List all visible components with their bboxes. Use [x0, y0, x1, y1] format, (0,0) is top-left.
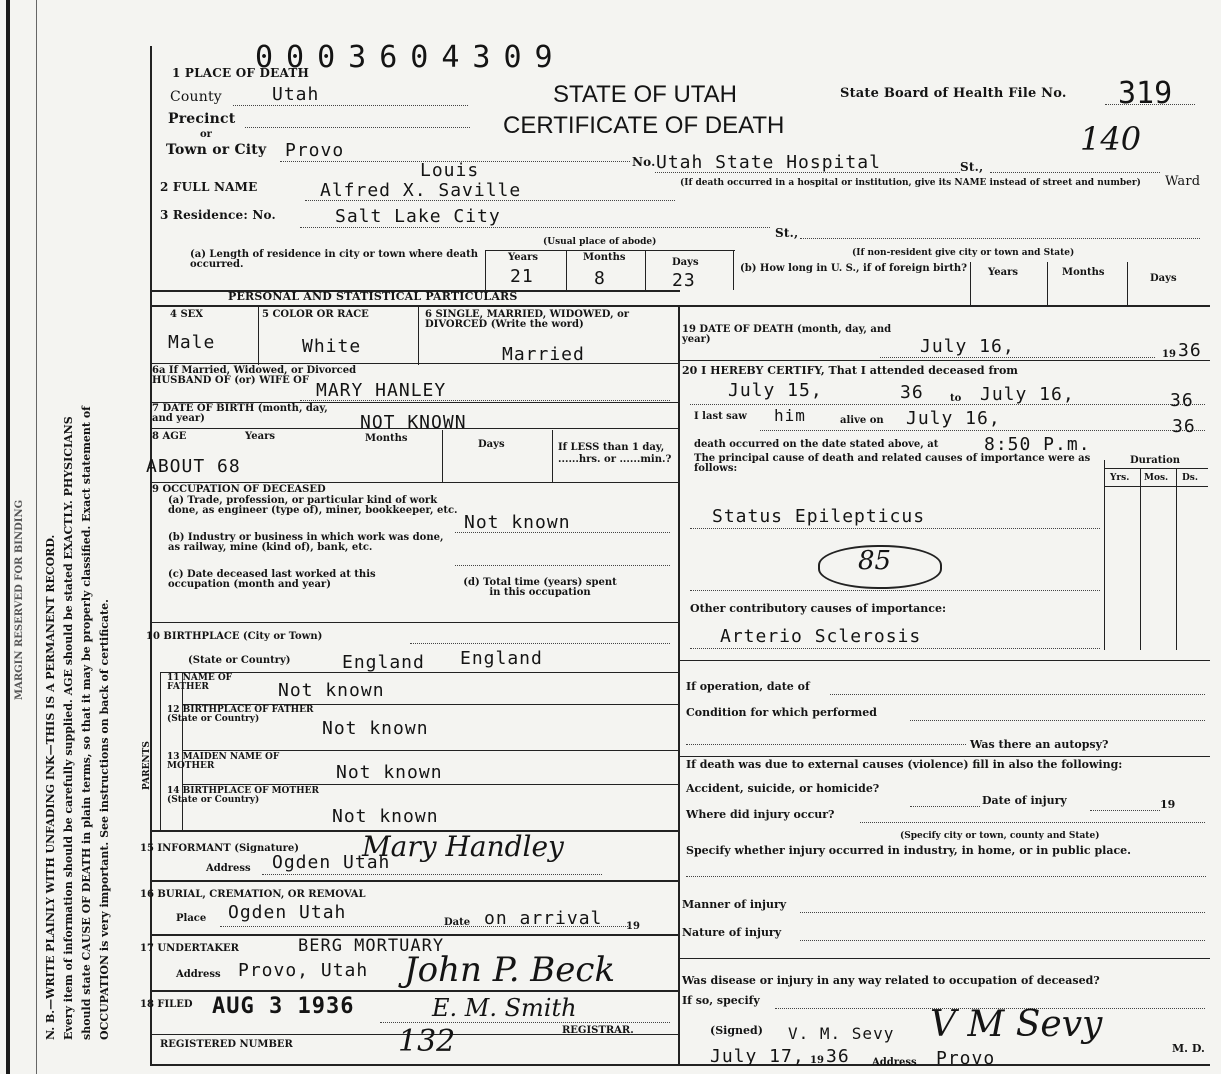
occupation-a-value: Not known	[464, 512, 571, 533]
marital-value: Married	[502, 344, 585, 365]
duration-mos: Mos.	[1144, 473, 1169, 483]
residence-street-label: St.,	[775, 226, 799, 240]
birthplace-value-2: England	[460, 648, 543, 669]
duration-ds: Ds.	[1182, 473, 1199, 483]
file-number-label: State Board of Health File No.	[840, 86, 1067, 101]
burial-date-value: on arrival	[484, 908, 603, 929]
signed-year: 36	[826, 1046, 850, 1067]
county-label: County	[170, 89, 222, 105]
dob-value: NOT KNOWN	[360, 412, 467, 433]
marital-label: 6 SINGLE, MARRIED, WIDOWED, or DIVORCED (Write the word)	[425, 309, 630, 330]
margin-note-3: should state CAUSE OF DEATH in plain terms, so that it may be properly classified. Exact statement of	[80, 406, 93, 1040]
state-country-label: (State or Country)	[188, 655, 291, 666]
signed-name: V. M. Sevy	[788, 1024, 895, 1043]
place-of-death-heading: 1 PLACE OF DEATH	[172, 66, 309, 80]
attended-from-year: 36	[900, 382, 924, 403]
specify-city-note: (Specify city or town, county and State)	[900, 831, 1100, 841]
external-causes-label: If death was due to external causes (violence) fill in also the following:	[686, 758, 1123, 771]
occupation-label: 9 OCCUPATION OF DECEASED	[152, 484, 326, 495]
md-label: M. D.	[1172, 1042, 1205, 1055]
birthplace-label: 10 BIRTHPLACE (City or Town)	[146, 631, 323, 642]
undertaker-label: 17 UNDERTAKER	[140, 943, 239, 954]
name-added: Louis	[420, 160, 480, 181]
age-days-label: Days	[478, 439, 505, 450]
institution-no-label: No.	[632, 155, 656, 169]
length-of-residence-label: (a) Length of residence in city or town where death occurred.	[190, 249, 479, 270]
occupation-a-label: (a) Trade, profession, or particular kind of work done, as engineer (type of), miner, bookkeeper, etc.	[168, 495, 458, 516]
burial-date-label: Date	[444, 917, 471, 928]
duration-label: Duration	[1130, 455, 1181, 466]
occupation-d-label: (d) Total time (years) spent in this occupation	[463, 577, 617, 598]
file-number-sub: 140	[1080, 120, 1142, 158]
margin-note-1: N. B.—WRITE PLAINLY WITH UNFADING INK—THIS IS A PERMANENT RECORD.	[44, 534, 57, 1040]
spouse-value: MARY HANLEY	[316, 380, 447, 401]
injury-19: 19	[1160, 798, 1176, 811]
or-label: or	[200, 129, 212, 140]
father-birthplace-label: 12 BIRTHPLACE OF FATHER (State or Country)	[167, 705, 314, 724]
sex-label: 4 SEX	[170, 309, 204, 320]
injury-date-label: Date of injury	[982, 794, 1067, 807]
cause-label: The principal cause of death and related causes of importance were as follows:	[694, 453, 1091, 474]
death-time: 8:50 P.m.	[984, 434, 1091, 455]
undertaker-signature: John P. Beck	[404, 950, 616, 990]
contributory-cause: Arterio Sclerosis	[720, 626, 922, 647]
certificate-serial-number: 0003604309	[255, 40, 566, 75]
registered-number-label: REGISTERED NUMBER	[160, 1039, 293, 1050]
dob-label: 7 DATE OF BIRTH (month, day, and year)	[152, 403, 328, 424]
title-state: STATE OF UTAH	[553, 81, 737, 108]
margin-binding-note: MARGIN RESERVED FOR BINDING	[14, 499, 25, 700]
alive-on-value: July 16,	[906, 408, 1001, 429]
last-saw-who: him	[774, 406, 806, 425]
margin-note-2: Every item of information should be carefully supplied. AGE should be stated EXACTLY. PHYSICIANS	[62, 416, 75, 1040]
death-occurred-label: death occurred on the date stated above, at	[694, 439, 939, 450]
mother-name-value: Not known	[336, 762, 443, 783]
dod-year-prefix: 19	[1162, 349, 1176, 360]
undertaker-address-value: Provo, Utah	[238, 960, 369, 981]
burial-label: 16 BURIAL, CREMATION, OR REMOVAL	[140, 889, 366, 900]
center-divider	[678, 305, 680, 1065]
months-header: Months	[583, 252, 626, 263]
full-name-label: 2 FULL NAME	[160, 180, 258, 194]
where-injury-label: Where did injury occur?	[686, 808, 835, 821]
to-label: to	[950, 393, 962, 404]
residence-days: 23	[672, 270, 696, 291]
usual-abode-note: (Usual place of abode)	[543, 237, 657, 247]
signed-date: July 17,	[710, 1046, 805, 1067]
specify-injury-label: Specify whether injury occurred in industry, in home, or in public place.	[686, 844, 1131, 857]
alive-on-year: 36	[1172, 416, 1196, 437]
personal-particulars-heading: PERSONAL AND STATISTICAL PARTICULARS	[228, 290, 518, 303]
duration-yrs: Yrs.	[1110, 473, 1130, 483]
informant-address-value: Ogden Utah	[272, 852, 391, 873]
us-days-header: Days	[1150, 273, 1177, 284]
attended-to-year: 36	[1170, 390, 1194, 411]
informant-address-label: Address	[206, 863, 251, 874]
registered-number-value: 132	[398, 1024, 456, 1059]
mother-birthplace-label: 14 BIRTHPLACE OF MOTHER (State or Country)	[167, 786, 319, 805]
attended-to: July 16,	[980, 384, 1075, 405]
mother-name-label: 13 MAIDEN NAME OF MOTHER	[167, 752, 280, 771]
alive-label: alive on	[840, 415, 884, 426]
precinct-label: Precinct	[168, 111, 236, 127]
informant-signature: Mary Handley	[362, 830, 564, 863]
sex-value: Male	[168, 332, 216, 353]
institution-value: Utah State Hospital	[656, 152, 881, 173]
ward-label: Ward	[1165, 174, 1201, 189]
signed-address-label: Address	[872, 1057, 917, 1068]
full-name-value: Alfred X. Saville	[320, 180, 522, 201]
burial-place-value: Ogden Utah	[228, 902, 347, 923]
if-so-specify-label: If so, specify	[682, 994, 760, 1007]
non-resident-note: (If non-resident give city or town and State)	[852, 248, 1075, 258]
birthplace-value: England	[342, 652, 425, 673]
parents-label: PARENTS	[142, 741, 152, 790]
occupation-c-label: (c) Date deceased last worked at this occupation (month and year)	[168, 569, 376, 590]
dod-year: 36	[1178, 340, 1202, 361]
condition-label: Condition for which performed	[686, 706, 877, 719]
informant-label: 15 INFORMANT (Signature)	[140, 843, 299, 854]
age-months-label: Months	[365, 433, 408, 444]
father-name-label: 11 NAME OF FATHER	[167, 673, 233, 692]
town-value: Provo	[285, 140, 345, 161]
date-of-death-value: July 16,	[920, 336, 1015, 357]
operation-label: If operation, date of	[686, 680, 810, 693]
accident-label: Accident, suicide, or homicide?	[686, 782, 880, 795]
burial-place-label: Place	[176, 913, 207, 924]
nature-label: Nature of injury	[682, 926, 782, 939]
autopsy-label: Was there an autopsy?	[970, 738, 1109, 751]
spouse-label: 6a If Married, Widowed, or Divorced HUSBAND OF (or) WIFE OF	[152, 365, 357, 386]
occupation-related-label: Was disease or injury in any way related to occupation of deceased?	[682, 974, 1100, 987]
signed-year-prefix: 19	[810, 1055, 824, 1066]
father-birthplace-value: Not known	[322, 718, 429, 739]
registrar-signature: E. M. Smith	[432, 994, 577, 1022]
county-value: Utah	[272, 84, 320, 105]
us-months-header: Months	[1062, 267, 1105, 278]
residence-value: Salt Lake City	[335, 206, 501, 227]
age-years-label: Years	[245, 431, 276, 442]
attended-from: July 15,	[728, 380, 823, 401]
undertaker-address-label: Address	[176, 969, 221, 980]
filed-date: AUG 3 1936	[212, 994, 355, 1019]
cause-of-death: Status Epilepticus	[712, 506, 926, 527]
date-of-death-label: 19 DATE OF DEATH (month, day, and year)	[682, 324, 892, 345]
color-value: White	[302, 336, 362, 357]
years-header: Years	[508, 252, 539, 263]
father-name-value: Not known	[278, 680, 385, 701]
file-number: 319	[1118, 76, 1173, 111]
age-label: 8 AGE	[152, 431, 187, 442]
contributory-label: Other contributory causes of importance:	[690, 602, 947, 615]
certify-label: 20 I HEREBY CERTIFY, That I attended deceased from	[682, 364, 1018, 377]
residence-months: 8	[594, 268, 606, 289]
town-label: Town or City	[166, 142, 267, 158]
last-saw-label: I last saw	[694, 411, 747, 422]
age-less-label: If LESS than 1 day, ......hrs. or ......min.?	[558, 442, 672, 465]
us-residence-label: (b) How long in U. S., if of foreign birth?	[740, 263, 967, 274]
registrar-label: REGISTRAR.	[562, 1025, 634, 1036]
margin-note-4: OCCUPATION is very important. See instructions on back of certificate.	[98, 599, 111, 1040]
cause-code: 85	[858, 546, 892, 576]
physician-signature: V M Sevy	[930, 1004, 1103, 1045]
signed-address: Provo	[936, 1048, 996, 1069]
us-years-header: Years	[988, 267, 1019, 278]
occupation-b-label: (b) Industry or business in which work was done, as railway, mine (kind of), bank, etc.	[168, 532, 444, 553]
undertaker-value: BERG MORTUARY	[298, 936, 445, 956]
institution-note: (If death occurred in a hospital or institution, give its NAME instead of street and number)	[680, 178, 1141, 188]
burial-19-label: 19	[626, 921, 640, 932]
age-value: ABOUT 68	[146, 456, 241, 477]
mother-birthplace-value: Not known	[332, 806, 439, 827]
title-certificate: CERTIFICATE OF DEATH	[503, 112, 785, 139]
days-header: Days	[672, 257, 699, 268]
filed-label: 18 FILED	[140, 999, 193, 1010]
street-label: St.,	[960, 160, 984, 174]
manner-label: Manner of injury	[682, 898, 787, 911]
signed-label: (Signed)	[710, 1024, 763, 1037]
residence-label: 3 Residence: No.	[160, 208, 276, 222]
residence-years: 21	[510, 266, 534, 287]
color-label: 5 COLOR OR RACE	[262, 309, 369, 320]
form-left-border	[150, 46, 152, 1066]
